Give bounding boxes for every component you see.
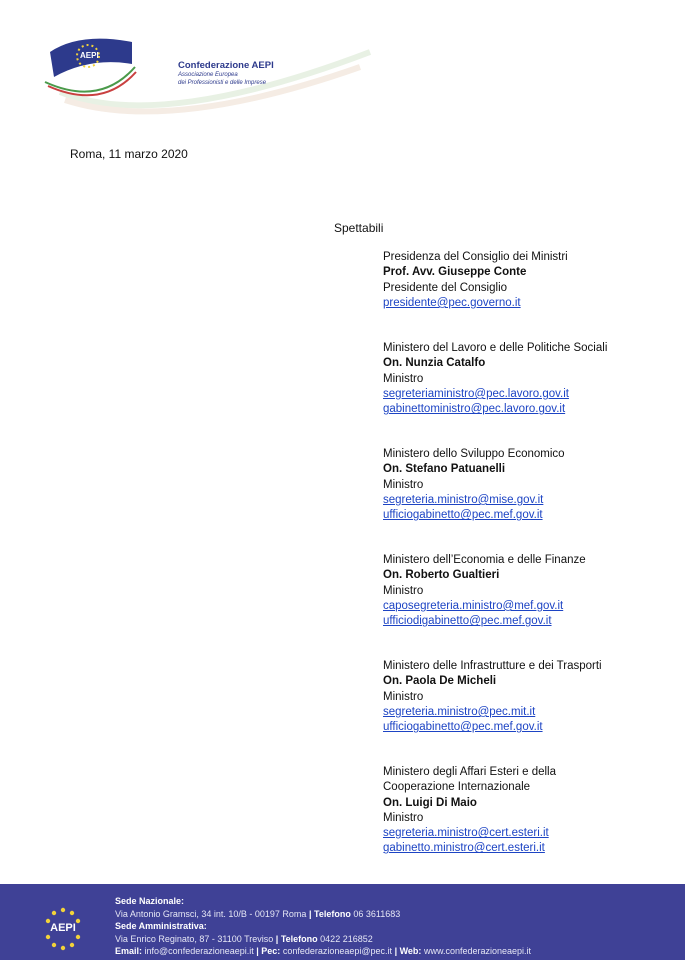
sede-nazionale-phone: 06 3611683 — [353, 908, 401, 919]
recipient-role: Ministro — [383, 372, 424, 385]
recipient-name: On. Paola De Micheli — [383, 675, 497, 688]
web-label: Web: — [399, 946, 422, 956]
recipient-name: On. Nunzia Catalfo — [383, 357, 486, 370]
footer-logo — [38, 904, 88, 954]
email-link[interactable]: gabinetto.ministro@cert.esteri.it — [383, 842, 545, 855]
org-subtitle-2: dei Professionisti e delle Imprese — [178, 80, 267, 86]
institution: Presidenza del Consiglio dei Ministri — [383, 251, 568, 263]
recipient-name: Prof. Avv. Giuseppe Conte — [383, 266, 527, 279]
salutation: Spettabili — [334, 221, 384, 235]
pec-label: Pec: — [261, 946, 281, 956]
recipient-block — [383, 765, 556, 857]
recipient-role: Ministro — [383, 584, 424, 597]
org-subtitle-1: Associazione Europea — [178, 72, 238, 78]
email-link[interactable]: segreteriaministro@pec.lavoro.gov.it — [383, 387, 569, 400]
email-link[interactable]: gabinettoministro@pec.lavoro.gov.it — [383, 403, 566, 416]
recipient-role: Ministro — [383, 811, 424, 824]
org-name: Confederazione AEPI — [178, 60, 274, 71]
aepi-logo — [40, 22, 380, 117]
letter-date: Roma, 11 marzo 2020 — [70, 147, 188, 161]
letterhead-footer — [0, 884, 685, 960]
recipient-name: On. Luigi Di Maio — [383, 796, 477, 809]
recipient-block — [383, 659, 602, 735]
email-link[interactable]: ufficiogabinetto@pec.mef.gov.it — [383, 509, 543, 522]
footer-email[interactable]: info@confederazioneaepi.it — [144, 946, 254, 956]
recipient-name: On. Roberto Gualtieri — [383, 569, 500, 582]
sede-nazionale-line: Via Antonio Gramsci, 34 int. 10/B - 00197 Roma | Telefono 06 3611683 — [115, 908, 401, 919]
recipient-role: Ministro — [383, 690, 424, 703]
email-link[interactable]: ufficiogabinetto@pec.mef.gov.it — [383, 721, 543, 734]
footer-web[interactable]: www.confederazioneaepi.it — [423, 946, 532, 956]
sede-amm-line: Via Enrico Reginato, 87 - 31100 Treviso | Telefono 0422 216852 — [115, 933, 373, 944]
sede-nazionale-label: Sede Nazionale: — [115, 896, 185, 906]
footer-pec[interactable]: confederazioneaepi@pec.it — [282, 946, 393, 956]
footer-logo-text: AEPI — [50, 922, 76, 934]
contact-line: Email: info@confederazioneaepi.it | Pec: confederazioneaepi@pec.it | Web: www.confederazioneaepi.it — [115, 946, 532, 956]
logo-text: AEPI — [80, 51, 99, 60]
institution: Ministero delle Infrastrutture e dei Trasporti — [383, 660, 602, 672]
institution: Ministero del Lavoro e delle Politiche Sociali — [383, 342, 608, 354]
institution: Ministero dello Sviluppo Economico — [383, 448, 565, 460]
email-label: Email: — [115, 946, 143, 956]
sede-amm-label: Sede Amministrativa: — [115, 921, 207, 931]
sede-amm-address: Via Enrico Reginato, 87 - 31100 Treviso — [115, 933, 274, 944]
recipient-name: On. Stefano Patuanelli — [383, 463, 506, 476]
sede-amm-phone: 0422 216852 — [320, 933, 373, 944]
footer-contacts — [115, 895, 531, 958]
institution-line-1: Ministero degli Affari Esteri e della — [383, 766, 557, 778]
recipient-block — [383, 341, 607, 417]
recipient-role: Presidente del Consiglio — [383, 281, 508, 294]
institution: Ministero dell’Economia e delle Finanze — [383, 554, 586, 566]
email-link[interactable]: segreteria.ministro@pec.mit.it — [383, 705, 536, 718]
recipient-role: Ministro — [383, 478, 424, 491]
sede-nazionale-address: Via Antonio Gramsci, 34 int. 10/B - 00197 Roma — [115, 908, 307, 919]
email-link[interactable]: segreteria.ministro@cert.esteri.it — [383, 827, 549, 840]
tel-label: Telefono — [314, 908, 351, 919]
recipient-block — [383, 447, 565, 523]
brand-block — [178, 60, 274, 87]
email-link[interactable]: presidente@pec.governo.it — [383, 296, 521, 309]
email-link[interactable]: segreteria.ministro@mise.gov.it — [383, 493, 544, 506]
institution-line-2: Cooperazione Internazionale — [383, 781, 531, 794]
email-link[interactable]: ufficiodigabinetto@pec.mef.gov.it — [383, 615, 552, 628]
recipient-block — [383, 553, 586, 629]
tel-label: Telefono — [280, 933, 318, 944]
recipient-block — [383, 250, 568, 311]
email-link[interactable]: caposegreteria.ministro@mef.gov.it — [383, 599, 564, 612]
